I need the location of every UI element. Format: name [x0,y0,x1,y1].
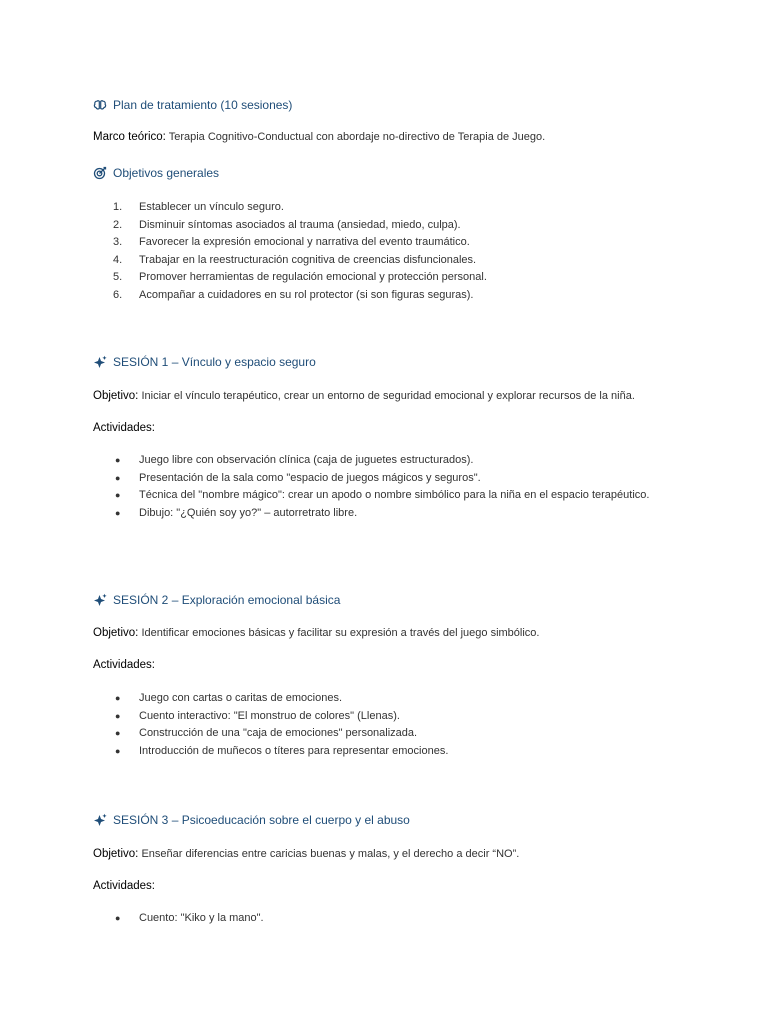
list-item: ● Dibujo: "¿Quién soy yo?" – autorretrato libre. [115,506,358,519]
target-icon [93,166,107,180]
marco-label: Marco teórico: [93,131,166,143]
list-item: ● Técnica del "nombre mágico": crear un apodo o nombre simbólico para la niña en el espacio terapéutico. [115,489,650,501]
list-item: 2. Disminuir síntomas asociados al trauma (ansiedad, miedo, culpa). [113,218,461,231]
session-2-activities [113,690,659,760]
session-2-objetivo-text: Identificar emociones básicas y facilitar su expresión a través del juego simbólico. [141,627,540,639]
objetivo-label: Objetivo: [93,627,139,639]
objetivos-generales-text: Objetivos generales [113,166,220,180]
session-1-activities [113,452,659,522]
list-item: ● Cuento interactivo: "El monstruo de colores" (Llenas). [115,709,400,722]
objetivo-label: Objetivo: [93,390,139,402]
session-2-heading [93,593,340,607]
list-item: ● Juego libre con observación clínica (caja de juguetes estructurados). [115,454,474,466]
list-item: ● Juego con cartas o caritas de emociones. [115,692,343,704]
plan-title-text: Plan de tratamiento (10 sesiones) [113,98,293,112]
plan-title [93,98,292,112]
list-item: ● Presentación de la sala como "espacio de juegos mágicos y seguros". [115,471,481,484]
session-1-actividades-label: Actividades: [93,422,156,434]
list-item: ● Construcción de una "caja de emociones" personalizada. [115,727,418,739]
session-3-activities [113,910,659,928]
session-2-objetivo [93,627,539,639]
session-3-objetivo [93,848,519,860]
sparkles-icon [93,593,107,607]
marco-teorico [93,131,545,143]
objetivo-label: Objetivo: [93,848,139,860]
session-1-title: SESIÓN 1 – Vínculo y espacio seguro [113,355,316,369]
session-3-objetivo-text: Enseñar diferencias entre caricias buenas y malas, y el derecho a decir “NO”. [141,848,520,860]
session-1-objetivo-text: Iniciar el vínculo terapéutico, crear un entorno de seguridad emocional y explorar recursos de la niña. [141,390,635,402]
list-item: 6. Acompañar a cuidadores en su rol protector (si son figuras seguras). [113,288,474,301]
list-item: 3. Favorecer la expresión emocional y narrativa del evento traumático. [113,236,470,248]
session-3-actividades-label: Actividades: [93,880,156,892]
list-item: 1. Establecer un vínculo seguro. [113,201,284,213]
session-1-heading [93,355,316,369]
objetivos-list [113,199,659,304]
session-2-actividades-label: Actividades: [93,659,156,671]
brain-icon [93,98,107,112]
session-3-title: SESIÓN 3 – Psicoeducación sobre el cuerpo y el abuso [113,813,410,827]
session-1-objetivo [93,390,635,402]
session-2-title: SESIÓN 2 – Exploración emocional básica [113,593,341,607]
sparkles-icon [93,355,107,369]
list-item: 4. Trabajar en la reestructuración cognitiva de creencias disfuncionales. [113,253,477,266]
session-3-heading [93,813,410,827]
marco-text: Terapia Cognitivo-Conductual con abordaje no-directivo de Terapia de Juego. [168,131,546,143]
list-item: 5. Promover herramientas de regulación emocional y protección personal. [113,271,487,283]
sparkles-icon [93,813,107,827]
objetivos-generales-heading [93,166,219,180]
list-item: ● Introducción de muñecos o títeres para representar emociones. [115,744,449,757]
list-item: ● Cuento: "Kiko y la mano". [115,912,264,924]
